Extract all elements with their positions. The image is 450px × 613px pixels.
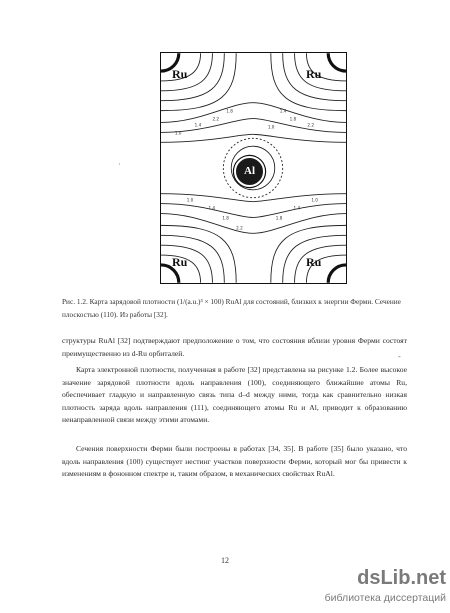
svg-text:1.0: 1.0 xyxy=(174,130,182,136)
atom-label-al-center: Al xyxy=(234,156,265,187)
svg-text:1.0: 1.0 xyxy=(267,124,275,130)
figure-caption: Рис. 1.2. Карта зарядовой плотности (1/(а.u.)³ × 100) RuAl для состояний, близких к энергии Ферми. Сечение плоскостью (110). Из работы [32]. xyxy=(62,297,401,319)
paragraph-2: Карта электронной плотности, полученная в работе [32] представлена на рисунке 1.2. Более высокое значение зарядовой плотности вдоль направления (100), соединяющего ближайшие атомы Ru, обеспечивает гладкую и направленную связь типа d–d между ними, тогда как сравнительно низкая плотность заряда вдоль направления (111), соединяющего атомы Ru и Al, приводит к образованию ненаправленной связи между этими атомами. xyxy=(62,365,407,425)
svg-text:1.8: 1.8 xyxy=(275,215,283,221)
svg-text:1.4: 1.4 xyxy=(279,108,287,114)
site-watermark[interactable] xyxy=(316,567,446,609)
svg-text:1.0: 1.0 xyxy=(186,197,194,203)
charge-density-map xyxy=(160,52,347,284)
svg-text:2.2: 2.2 xyxy=(307,122,315,128)
svg-text:1.0: 1.0 xyxy=(311,197,318,203)
atom-label-ru-top-left: Ru xyxy=(172,67,188,81)
svg-text:1.4: 1.4 xyxy=(208,205,216,211)
svg-text:1.4: 1.4 xyxy=(194,122,202,128)
svg-text:1.8: 1.8 xyxy=(226,108,233,114)
scan-artifact: · xyxy=(118,160,121,169)
svg-text:1.4: 1.4 xyxy=(293,205,301,211)
watermark-subtitle: библиотека диссертаций xyxy=(324,592,446,604)
svg-text:1.8: 1.8 xyxy=(289,116,297,122)
watermark-logo: dsLib.net xyxy=(357,567,446,589)
svg-text:2.2: 2.2 xyxy=(236,225,243,231)
atom-label-ru-top-right: Ru xyxy=(306,67,322,81)
paragraph-3: Сечения поверхности Ферми были построены в работах [34, 35]. В работе [35] было указано, что вдоль направления (100) существует нестинг участков поверхности Ферми, который мог бы привести к изменениям в фононном спектре и, таким образом, в механических свойствах RuAl. xyxy=(62,444,407,479)
svg-text:2.2: 2.2 xyxy=(212,116,220,122)
scan-artifact: - xyxy=(398,352,401,361)
paragraph-1: структуры RuAl [32] подтверждают предположение о том, что состояния вблизи уровня Ферми состоят преимущественно из d-Ru орбиталей. xyxy=(62,336,407,358)
atom-label-ru-bottom-right: Ru xyxy=(306,255,322,269)
atom-label-ru-bottom-left: Ru xyxy=(172,255,188,269)
page-number: 12 xyxy=(221,556,229,565)
svg-text:1.8: 1.8 xyxy=(222,215,229,221)
